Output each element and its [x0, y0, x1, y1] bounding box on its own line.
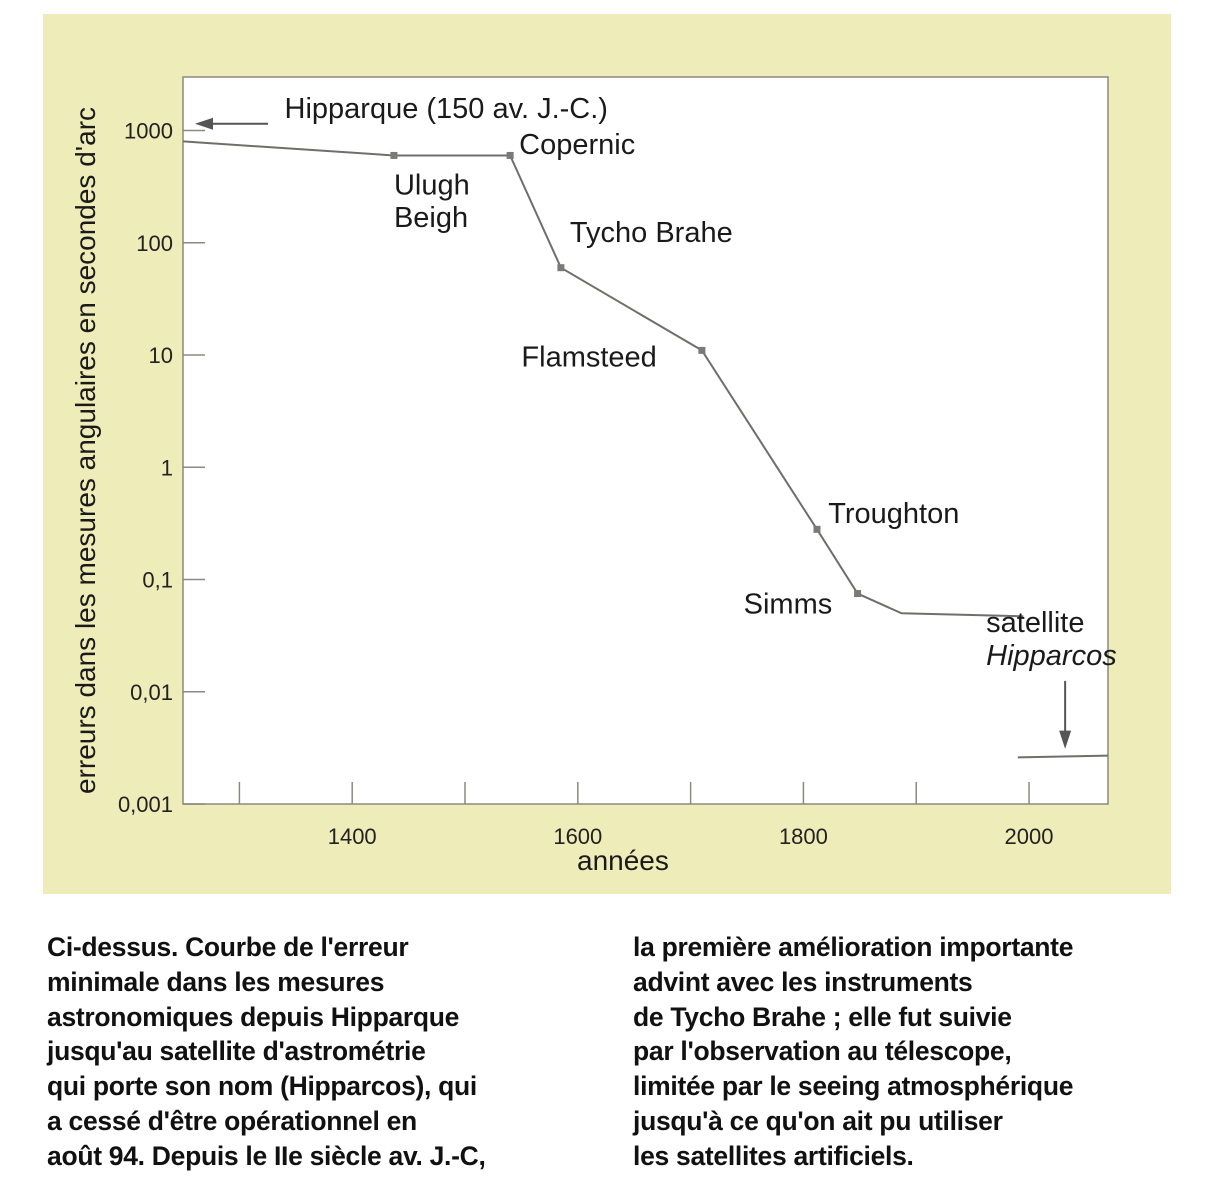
chart-svg	[43, 14, 1171, 894]
caption-left-line: jusqu'au satellite d'astrométrie	[47, 1036, 426, 1067]
annotation-copernic: Copernic	[519, 128, 636, 161]
caption-right-line: la première amélioration importante	[633, 932, 1074, 962]
data-point	[854, 590, 861, 597]
y-tick-label: 0,01	[130, 679, 173, 705]
caption-left-line: août 94. Depuis le IIe siècle av. J.-C,	[47, 1140, 486, 1171]
annotation-flamsteed: Flamsteed	[521, 341, 657, 374]
caption-right-line: par l'observation au télescope,	[633, 1036, 1012, 1067]
data-point	[557, 264, 564, 271]
data-point	[698, 347, 705, 354]
y-axis-title: erreurs dans les mesures angulaires en secondes d'arc	[70, 106, 101, 795]
caption-left-line: a cessé d'être opérationnel en	[47, 1105, 417, 1136]
annotation-hipparque: Hipparque (150 av. J.-C.)	[284, 92, 608, 125]
chart-figure	[43, 14, 1171, 894]
y-tick-label: 0,1	[142, 567, 173, 593]
annotation-ulugh: Ulugh	[393, 169, 470, 202]
annotation-troughton: Troughton	[828, 497, 960, 530]
annotation-beigh: Beigh	[393, 202, 469, 235]
x-tick-label: 2000	[1004, 824, 1054, 849]
caption-right-line: les satellites artificiels.	[633, 1140, 914, 1171]
data-point	[507, 152, 514, 159]
caption-left	[47, 930, 607, 1174]
plot-area	[183, 77, 1108, 804]
caption-left-line: minimale dans les mesures	[47, 966, 385, 997]
caption-left-line: Ci-dessus. Courbe de l'erreur	[47, 932, 409, 962]
caption-left-line: qui porte son nom (Hipparcos), qui	[47, 1071, 477, 1102]
annotation-satellite: satellite	[986, 607, 1085, 640]
y-tick-label: 100	[136, 230, 173, 256]
x-axis-title: années	[577, 845, 669, 876]
caption-right-line: de Tycho Brahe ; elle fut suivie	[633, 1001, 1012, 1032]
caption-right-line: limitée par le seeing atmosphérique	[633, 1071, 1074, 1102]
caption-left-line: astronomiques depuis Hipparque	[47, 1001, 460, 1032]
caption-right-line: advint avec les instruments	[633, 966, 973, 997]
caption-right-line: jusqu'à ce qu'on ait pu utiliser	[633, 1105, 1003, 1136]
y-tick-label: 0,001	[117, 792, 173, 817]
caption-right	[633, 930, 1193, 1174]
data-point	[813, 526, 820, 533]
x-tick-label: 1800	[778, 824, 828, 849]
annotation-simms: Simms	[743, 588, 833, 621]
annotation-hipparcos: Hipparcos	[986, 640, 1117, 673]
y-tick-label: 10	[148, 343, 173, 369]
x-tick-label: 1600	[553, 824, 603, 849]
x-tick-label: 1400	[327, 824, 377, 849]
annotation-tycho: Tycho Brahe	[569, 216, 733, 249]
y-tick-label: 1	[160, 455, 173, 481]
y-tick-label: 1000	[124, 118, 173, 144]
data-point	[390, 152, 397, 159]
